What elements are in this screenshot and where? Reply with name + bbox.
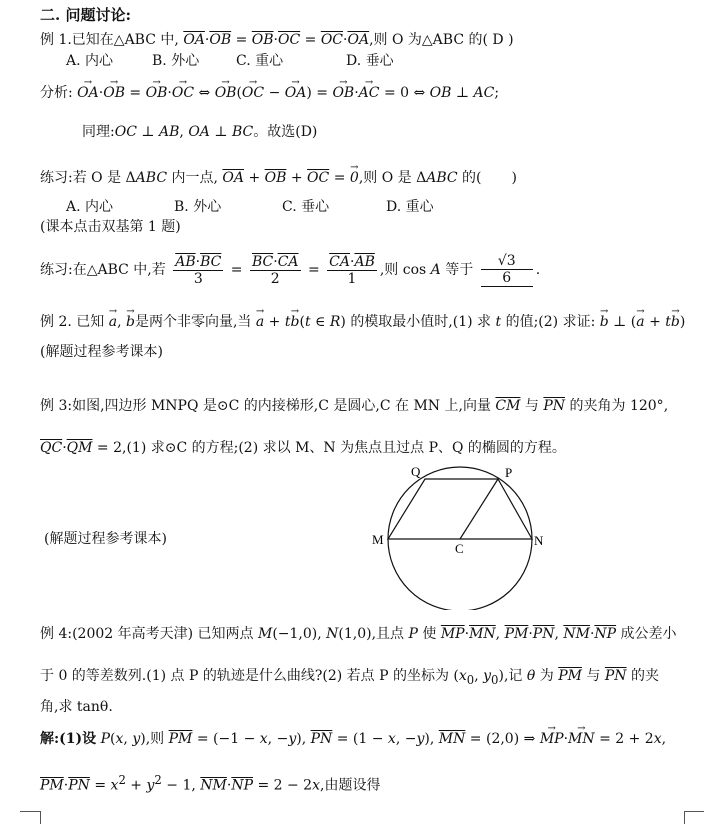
example-4-line-3: 角,求 tanθ. xyxy=(40,699,113,715)
example-4-solution-1: 解:(1)设 P(x, y),则 $\overline{PM} = (-1 - x$, −y), $\overline{PN} = (1 - x$, −y), $\overline{MN} = (2,0)$ ⇒ → MP·→ MN = 2 + 2x, xyxy=(40,730,666,748)
practice-2: 练习:在△ABC 中,若 $\frac{\overline{AB}\cdot\overline{BC}}{3}$ = $\frac{\overline{BC}\cdot\overline{CA}}{2}$ = $\frac{\overline{CA}\cdot\overline{AB}}{1}$ ,则 cos A 等于 $\frac{√3}{6}$ . xyxy=(40,253,541,287)
crop-mark-left xyxy=(20,811,40,812)
example-3-line-2: $\overline{QC}\cdot\overline{QM} = 2,(1)$ 求⊙C 的方程;(2) 求以 M、N 为焦点且过点 P、Q 的椭圆的方程。 xyxy=(40,440,566,456)
example-1-same: 同理:OC ⊥ AB, OA ⊥ BC。故选(D) xyxy=(82,124,318,140)
segment-cp xyxy=(460,479,498,539)
example-1-analysis: 分析: → OA·→ OB = → OB·→ OC ⇔ → OB(→ OC − → OA) = → OB·→ AC = 0 ⇔ OB ⊥ AC; xyxy=(40,84,499,102)
example-1-options: A. 内心 B. 外心 C. 重心 D. 垂心 xyxy=(66,53,394,69)
example-1-stem: 例 1.已知在△ABC 中, $\overline{OA}\cdot\overline{OB} = \overline{OB}\cdot\overline{OC} = \overline{OC}\cdot\overline{OA}$,则 O 为△ABC 的( D ) xyxy=(40,32,514,48)
label-p: P xyxy=(505,465,513,480)
example-2-stem: 例 2. 已知 → a, → b是两个非零向量,当 → a + t→ b(t ∈ R) 的模取最小值时,(1) 求 t 的值;(2) 求证: → b ⊥ (→ a + t→ b) xyxy=(40,313,685,331)
crop-mark-right xyxy=(684,811,704,812)
example-4-line-1: 例 4:(2002 年高考天津) 已知两点 M(−1,0), N(1,0),且点 P 使 $\overline{MP}\cdot\overline{MN}$, $\overline{PM}\cdot\overline{PN}$, $\overline{NM}\cdot\overline{NP}$ 成公差小 xyxy=(40,626,677,642)
practice-1-stem: 练习:若 O 是 ΔABC 内一点, $\overline{OA} + \overline{OB} + \overline{OC}$ = → 0,则 O 是 ΔABC 的( ) xyxy=(40,169,517,187)
crop-mark-left-v xyxy=(40,811,41,824)
example-3-note: (解题过程参考课本) xyxy=(44,531,167,547)
section-heading: 二. 问题讨论: xyxy=(40,6,131,24)
practice-1-note: (课本点击双基第 1 题) xyxy=(40,219,181,235)
label-c: C xyxy=(455,541,464,556)
label-q: Q xyxy=(411,464,421,479)
crop-mark-right-v xyxy=(684,811,685,824)
example-4-line-2: 于 0 的等差数列.(1) 点 P 的轨迹是什么曲线?(2) 若点 P 的坐标为 ($x_0$, $y_0$),记 θ 为 $\overline{PM}$ 与 $\overline{PN}$ 的夹 xyxy=(40,668,659,687)
label-m: M xyxy=(372,532,384,547)
label-n: N xyxy=(534,533,544,548)
circle-trapezoid-figure xyxy=(370,458,550,610)
example-4-solution-2: $\overline{PM}\cdot\overline{PN} = x^2 + y^2 - 1$, $\overline{NM}\cdot\overline{NP} = 2 - 2x$,由题设得 xyxy=(40,773,381,794)
example-3-line-1: 例 3:如图,四边形 MNPQ 是⊙C 的内接梯形,C 是圆心,C 在 MN 上,向量 $\overline{CM}$ 与 $\overline{PN}$ 的夹角为 120°, xyxy=(40,398,669,414)
practice-1-options: A. 内心 B. 外心 C. 垂心 D. 重心 xyxy=(66,199,434,215)
example-2-note: (解题过程参考课本) xyxy=(40,344,163,360)
